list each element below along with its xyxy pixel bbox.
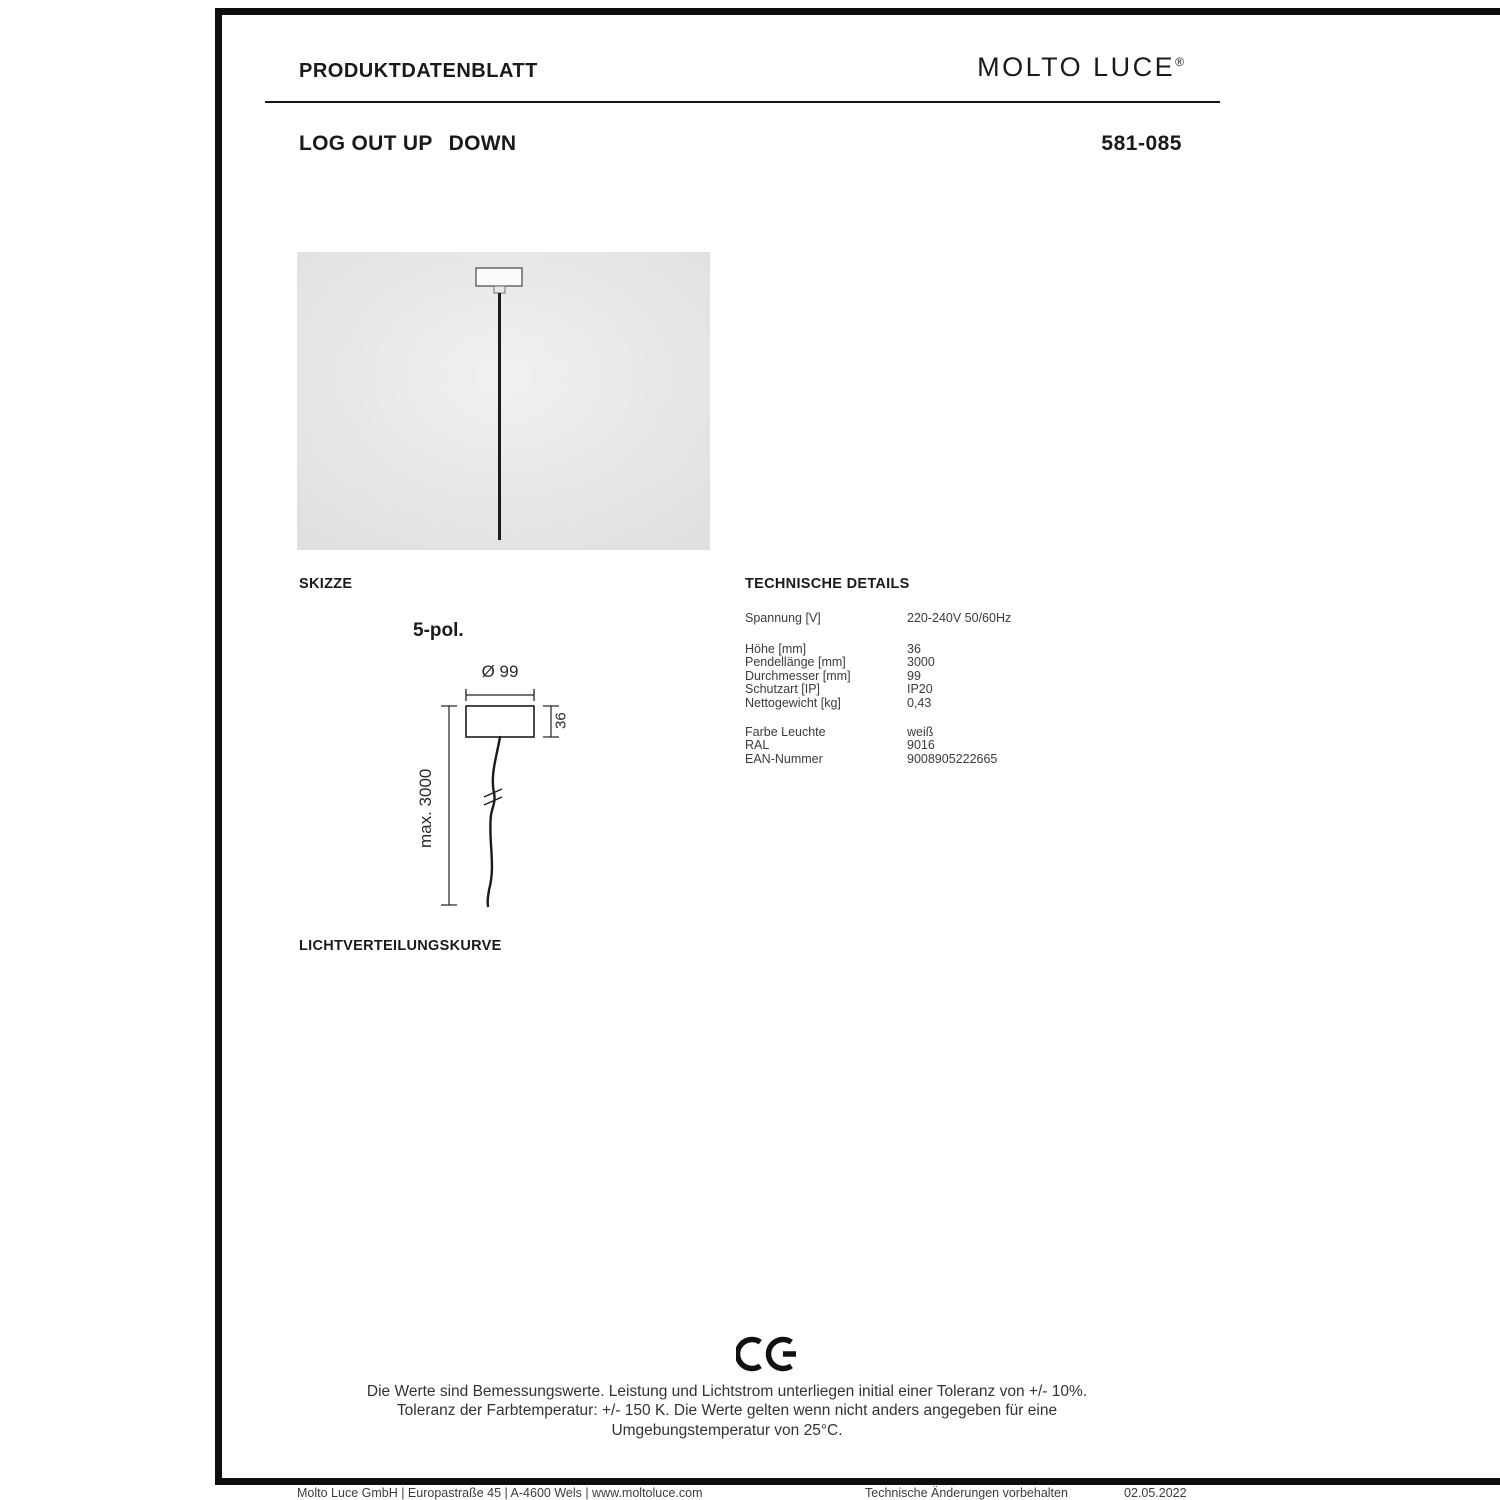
row-value: 9008905222665 <box>907 751 998 766</box>
row-value: 36 <box>907 641 921 656</box>
disclaimer-line: Die Werte sind Bemessungswerte. Leistung und Lichtstrom unterliegen initial einer Toleranz von +/- 10%. <box>366 1383 1088 1400</box>
table-row <box>745 643 1225 657</box>
row-value: IP20 <box>907 682 933 697</box>
row-value: weiß <box>907 724 934 739</box>
table-row <box>745 670 1225 684</box>
article-number: 581-085 <box>1101 132 1182 155</box>
row-label: Durchmesser [mm] <box>745 668 851 683</box>
row-value: 3000 <box>907 655 935 670</box>
row-label: Nettogewicht [kg] <box>745 695 841 710</box>
table-row <box>745 753 1225 767</box>
brand-logo <box>977 52 1184 83</box>
registered-mark: ® <box>1175 55 1184 69</box>
footer-change-notice: Technische Änderungen vorbehalten <box>865 1486 1068 1500</box>
max-length-dimension-label: max. 3000 <box>416 768 435 848</box>
pendant-photo-drawing <box>297 252 710 550</box>
table-row <box>745 612 1225 626</box>
connector-type-label: 5-pol. <box>413 620 464 641</box>
row-label: RAL <box>745 738 770 753</box>
product-family: LOG OUT UP <box>299 132 433 155</box>
row-label: EAN-Nummer <box>745 751 823 766</box>
table-row <box>745 739 1225 753</box>
row-label: Schutzart [IP] <box>745 682 821 697</box>
footer-company-info: Molto Luce GmbH | Europastraße 45 | A-4600 Wels | www.moltoluce.com <box>297 1486 703 1500</box>
technical-details-table <box>745 612 1225 766</box>
table-row <box>745 726 1225 740</box>
row-label: Höhe [mm] <box>745 641 807 656</box>
ce-mark-icon <box>736 1332 802 1376</box>
row-value: 9016 <box>907 738 935 753</box>
row-label: Spannung [V] <box>745 611 821 625</box>
disclaimer-line: Toleranz der Farbtemperatur: +/- 150 K. Die Werte gelten wenn nicht anders angegeben für eine <box>396 1402 1058 1420</box>
doc-type-heading: PRODUKTDATENBLATT <box>299 60 538 82</box>
row-value: 220-240V 50/60Hz <box>907 611 1012 625</box>
row-value: 99 <box>907 668 921 683</box>
table-row <box>745 697 1225 711</box>
table-row <box>745 656 1225 670</box>
sketch-section-heading: SKIZZE <box>299 576 353 592</box>
height-dimension-label: 36 <box>552 712 570 730</box>
ldc-section-heading: LICHTVERTEILUNGSKURVE <box>299 938 502 954</box>
product-variant: DOWN <box>448 132 517 155</box>
header-divider <box>265 101 1220 103</box>
table-row <box>745 683 1225 697</box>
footer-date: 02.05.2022 <box>1124 1486 1187 1500</box>
brand-name: MOLTO LUCE <box>977 52 1176 82</box>
row-label: Pendellänge [mm] <box>745 655 846 670</box>
product-photo <box>297 252 710 550</box>
diameter-dimension-label: Ø 99 <box>481 662 519 681</box>
row-label: Farbe Leuchte <box>745 724 826 739</box>
technical-section-heading: TECHNISCHE DETAILS <box>745 576 910 592</box>
row-value: 0,43 <box>907 695 932 710</box>
disclaimer-text <box>297 1382 1157 1440</box>
disclaimer-line: Umgebungstemperatur von 25°C. <box>611 1421 843 1439</box>
product-title <box>299 132 516 156</box>
